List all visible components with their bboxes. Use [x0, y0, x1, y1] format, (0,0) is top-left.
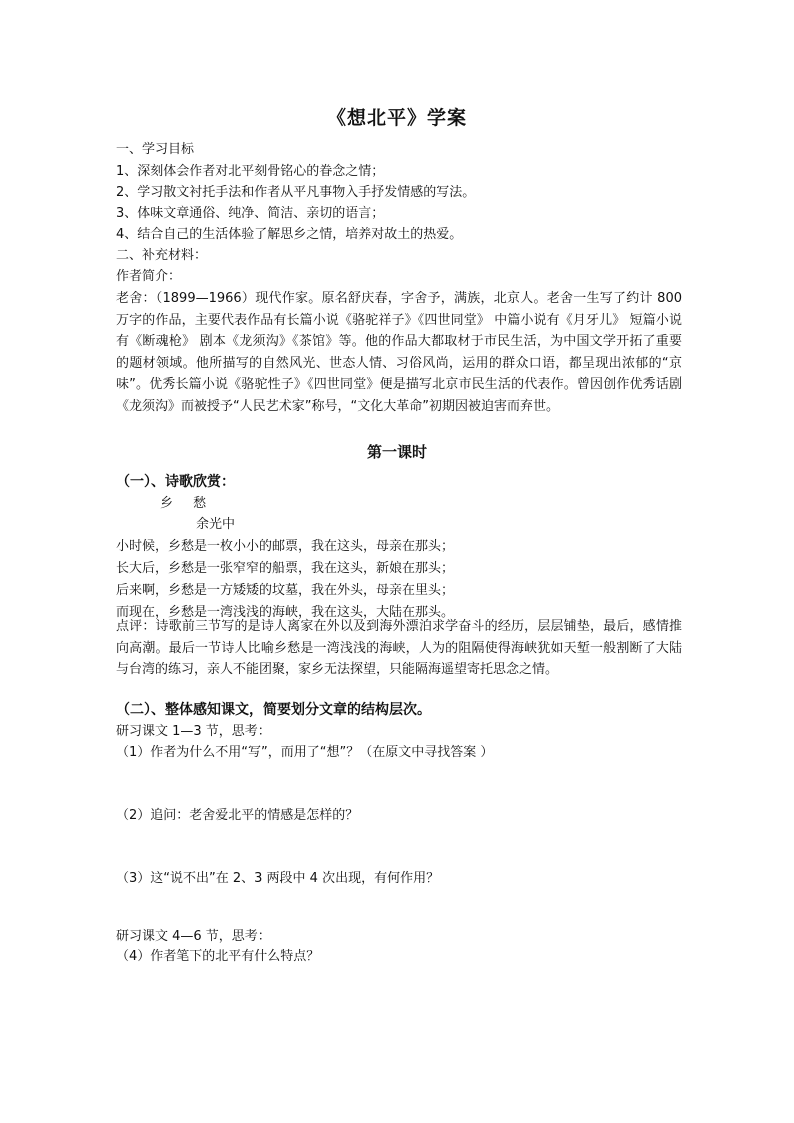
poem-line-1: 小时候，乡愁是一枚小小的邮票，我在这头，母亲在那头；: [116, 539, 455, 554]
poem-line-4: 而现在，乡愁是一湾浅浅的海峡，我在这头，大陆在那头。: [116, 605, 455, 620]
poem-comment: 点评：诗歌前三节写的是诗人离家在外以及到海外漂泊求学奋斗的经历，层层铺垫，最后，感情推向高潮。最后一节诗人比喻乡愁是一湾浅浅的海峡，人为的阻隔使得海峡犹如天堑一般割断了大陆与台湾的练习，亲人不能团聚，家乡无法探望，只能隔海遥望寄托思念之情。: [116, 619, 682, 677]
poem-line-3: 后来啊，乡愁是一方矮矮的坟墓，我在外头，母亲在里头；: [116, 583, 455, 598]
question-2: （2）追问：老舍爱北平的情感是怎样的？: [116, 808, 359, 823]
study-prompt-1: 研习课文 1—3 节，思考：: [116, 724, 271, 739]
poem-author: 余光中: [196, 517, 236, 532]
question-3: （3）这“说不出”在 2、3 两段中 4 次出现，有何作用？: [116, 871, 440, 886]
goal-item-2: 2、学习散文衬托手法和作者从平凡事物入手抒发情感的写法。: [116, 185, 476, 200]
document-title: 《想北平》学案: [326, 107, 467, 129]
goal-item-4: 4、结合自己的生活体验了解思乡之情，培养对故土的热爱。: [116, 227, 463, 242]
study-prompt-2: 研习课文 4—6 节，思考：: [116, 929, 271, 944]
goal-item-3: 3、体味文章通俗、纯净、简洁、亲切的语言；: [116, 206, 385, 221]
material-heading: 二、补充材料：: [116, 248, 208, 263]
goals-heading: 一、学习目标: [116, 142, 195, 157]
question-1: （1）作者为什么不用“写”，而用了“想”？（在原文中寻找答案 ）: [116, 745, 494, 760]
poem-title: 乡 愁: [160, 496, 215, 511]
poem-line-2: 长大后，乡愁是一张窄窄的船票，我在这头，新娘在那头；: [116, 561, 455, 576]
author-bio-paragraph: 老舍：（1899—1966）现代作家。原名舒庆春，字舍予，满族，北京人。老舍一生写了约计 800 万字的作品，主要代表作品有长篇小说《骆驼祥子》《四世同堂》 中篇小说有《月牙儿》 短篇小说有《断魂枪》 剧本《龙须沟》《茶馆》等。他的作品大都取材于市民生活，为中国文学开拓了重要的题材领域。他所描写的自然风光、世态人情、习俗风尚，运用的群众口语，都呈现出浓郁的“京味”。优秀长篇小说《骆驼性子》《四世同堂》便是描写北京市民生活的代表作。曾因创作优秀话剧《龙须沟》而被授予“人民艺术家”称号，“文化大革命”初期因被迫害而弃世。: [116, 291, 682, 414]
goal-item-1: 1、深刻体会作者对北平刻骨铭心的眷念之情；: [116, 164, 385, 179]
lesson-title: 第一课时: [366, 443, 427, 461]
section-1-heading: （一）、诗歌欣赏：: [116, 474, 235, 490]
section-2-heading: （二）、整体感知课文，简要划分文章的结构层次。: [116, 702, 431, 718]
author-intro-heading: 作者简介：: [116, 269, 182, 284]
question-4: （4）作者笔下的北平有什么特点？: [116, 949, 320, 964]
